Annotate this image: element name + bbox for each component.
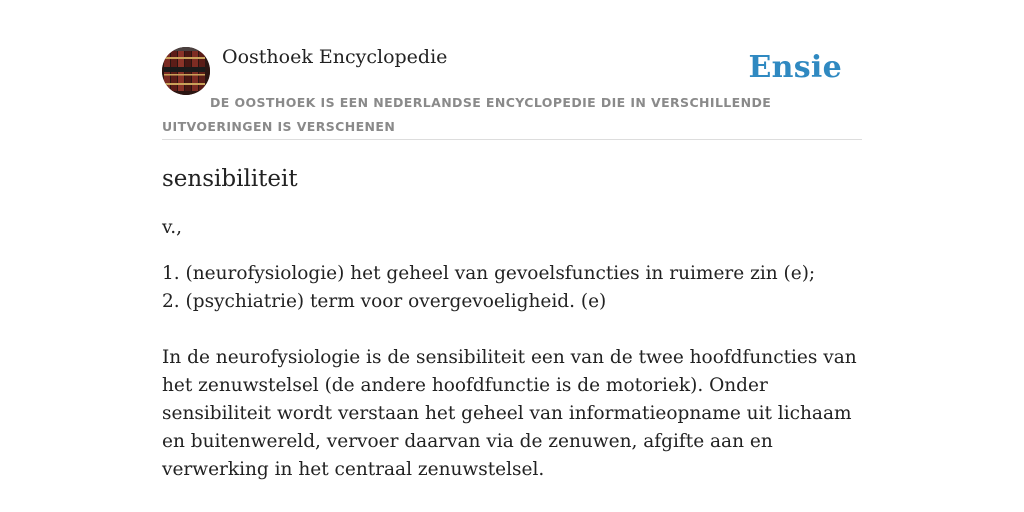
entry-grammar: v., [162,217,183,238]
source-title[interactable]: Oosthoek Encyclopedie [222,46,448,68]
source-header [162,44,862,140]
definition-item: 2. (psychiatrie) term voor overgevoeligheid. (e) [162,291,607,312]
definition-item: 1. (neurofysiologie) het geheel van gevoelsfuncties in ruimere zin (e); [162,263,816,284]
definition-list [162,260,862,316]
encyclopedia-books-icon[interactable] [162,47,210,95]
entry-body: In de neurofysiologie is de sensibiliteit een van de twee hoofdfuncties van het zenuwstelsel (de andere hoofdfunctie is de motoriek). Onder sensibiliteit wordt verstaan het geheel van informatieopname uit lichaam en buitenwereld, vervoer daarvan via de zenuwen, afgifte aan en verwerking in het centraal zenuwstelsel. [162,347,857,480]
source-description: DE OOSTHOEK IS EEN NEDERLANDSE ENCYCLOPEDIE DIE IN VERSCHILLENDE UITVOERINGEN IS VERSCHENEN [162,95,772,134]
brand-logo[interactable]: Ensie [748,50,842,85]
entry-card [162,44,862,484]
entry-title: sensibiliteit [162,166,298,192]
